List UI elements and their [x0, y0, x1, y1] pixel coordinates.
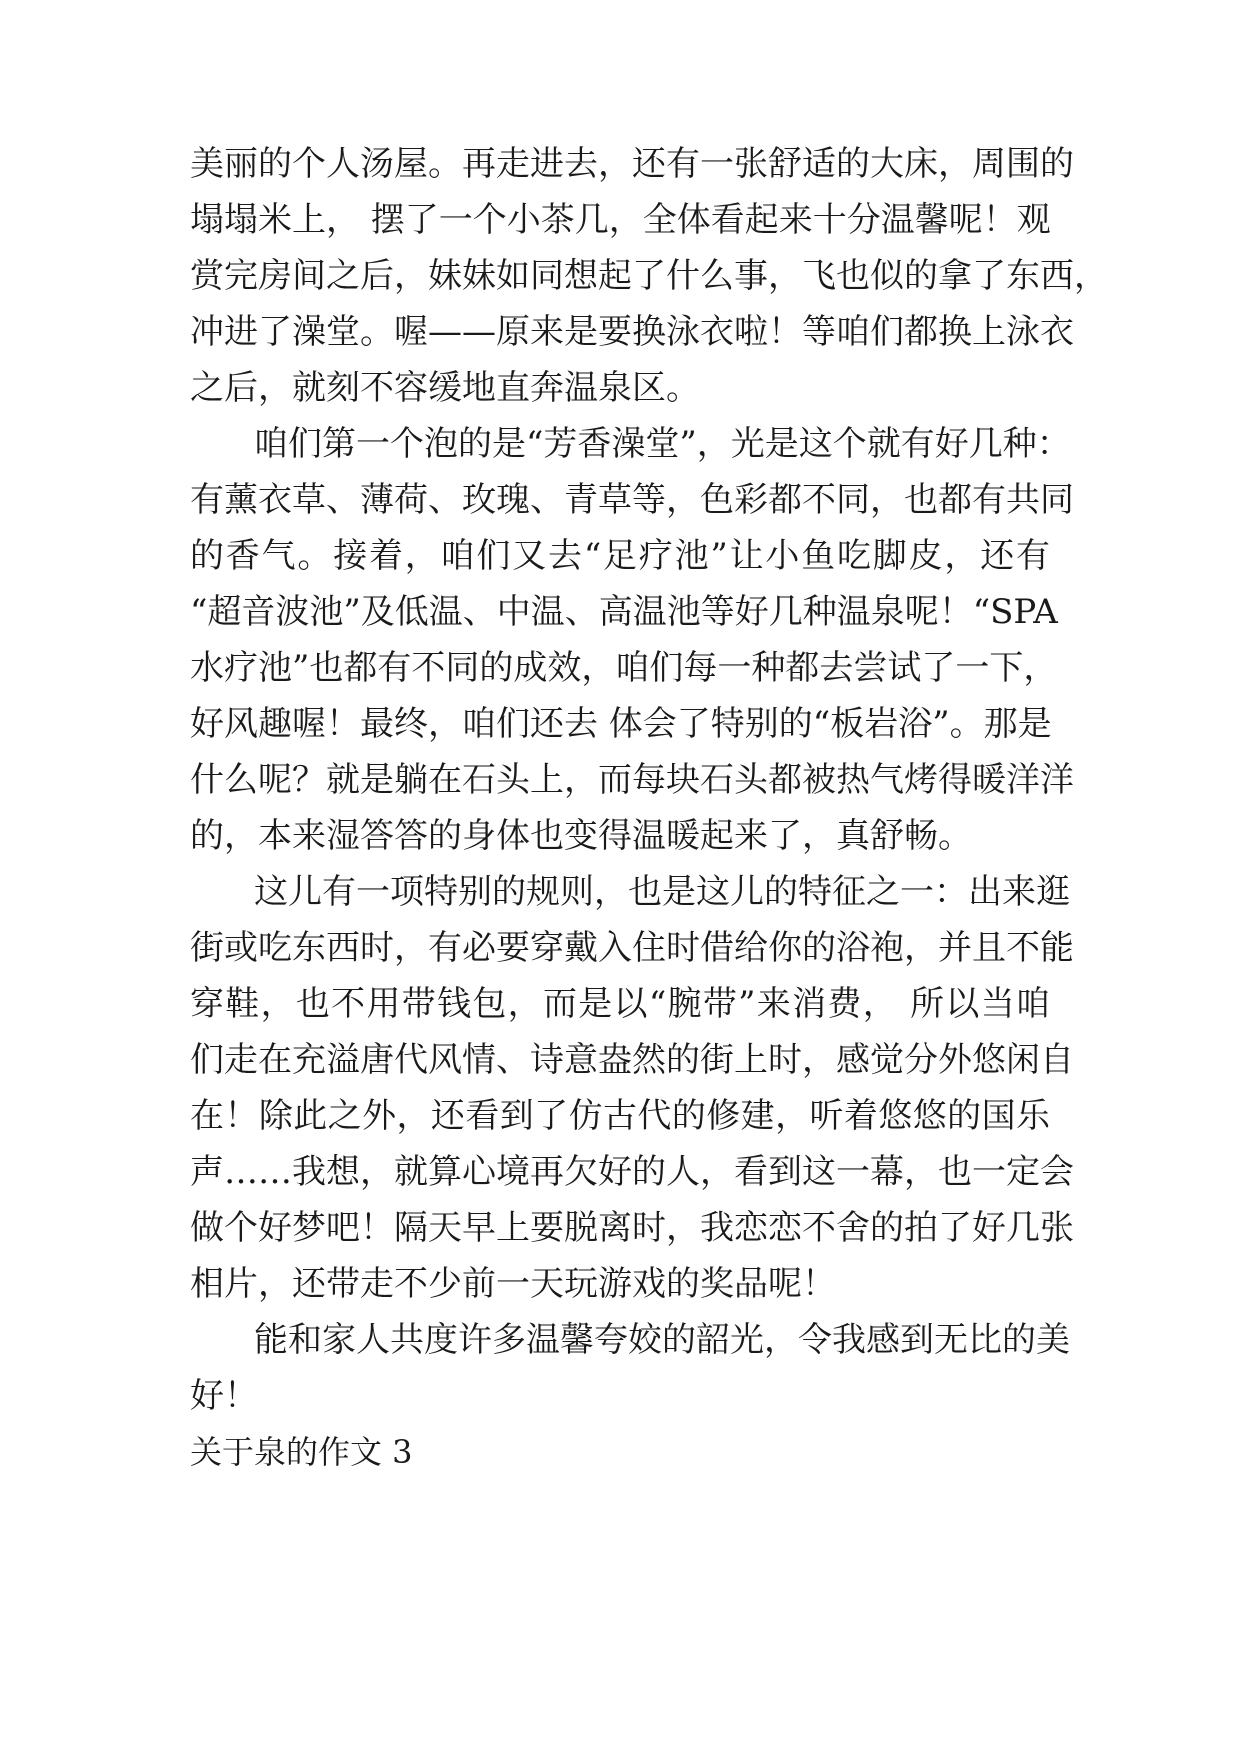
paragraph-1-line-5: 之后，就刻不容缓地直奔温泉区。 — [190, 368, 700, 408]
paragraph-1-line-2: 塌塌米上， 摆了一个小茶几，全体看起来十分温馨呢！观 — [190, 200, 1051, 240]
paragraph-2-line-2: 有薰衣草、薄荷、玫瑰、青草等，色彩都不同，也都有共同 — [190, 480, 1074, 520]
paragraph-2-line-6: 好风趣喔！最终，咱们还去 体会了特别的“板岩浴”。那是 — [190, 704, 1052, 744]
paragraph-2-line-3: 的香气。接着，咱们又去“足疗池”让小鱼吃脚皮，还有 — [190, 536, 1050, 576]
section-heading: 关于泉的作文 3 — [190, 1433, 413, 1471]
paragraph-1-line-1: 美丽的个人汤屋。再走进去，还有一张舒适的大床，周围的 — [190, 144, 1074, 184]
paragraph-3-line-1: 这儿有一项特别的规则，也是这儿的特征之一：出来逛 — [254, 872, 1070, 912]
paragraph-4-line-1: 能和家人共度许多温馨夸姣的韶光，令我感到无比的美 — [254, 1320, 1070, 1360]
paragraph-3-line-7: 做个好梦吧！隔天早上要脱离时，我恋恋不舍的拍了好几张 — [190, 1208, 1074, 1248]
paragraph-2-line-5: 水疗池”也都有不同的成效，咱们每一种都去尝试了一下， — [190, 648, 1058, 688]
paragraph-3-line-8: 相片，还带走不少前一天玩游戏的奖品呢！ — [190, 1264, 836, 1304]
paragraph-2-line-7: 什么呢？就是躺在石头上，而每块石头都被热气烤得暖洋洋 — [190, 760, 1074, 800]
paragraph-2-line-4: “超音波池”及低温、中温、高温池等好几种温泉呢！“SPA — [190, 592, 1058, 632]
paragraph-1-line-3: 赏完房间之后，妹妹如同想起了什么事，飞也似的拿了东西， — [190, 256, 1108, 296]
paragraph-4-line-2: 好！ — [190, 1376, 258, 1416]
paragraph-2-line-8: 的，本来湿答答的身体也变得温暖起来了，真舒畅。 — [190, 816, 972, 856]
paragraph-3-line-4: 们走在充溢唐代风情、诗意盎然的街上时，感觉分外悠闲自 — [190, 1040, 1074, 1080]
paragraph-3-line-3: 穿鞋，也不用带钱包，而是以“腕带”来消费， 所以当咱 — [190, 984, 1050, 1024]
paragraph-3-line-6: 声……我想，就算心境再欠好的人，看到这一幕，也一定会 — [190, 1152, 1074, 1192]
paragraph-1-line-4: 冲进了澡堂。喔——原来是要换泳衣啦！等咱们都换上泳衣 — [190, 312, 1074, 352]
paragraph-3-line-2: 街或吃东西时，有必要穿戴入住时借给你的浴袍，并且不能 — [190, 928, 1074, 968]
paragraph-3-line-5: 在！除此之外，还看到了仿古代的修建，听着悠悠的国乐 — [190, 1096, 1050, 1136]
paragraph-2-line-1: 咱们第一个泡的是“芳香澡堂”，光是这个就有好几种： — [254, 424, 1071, 464]
